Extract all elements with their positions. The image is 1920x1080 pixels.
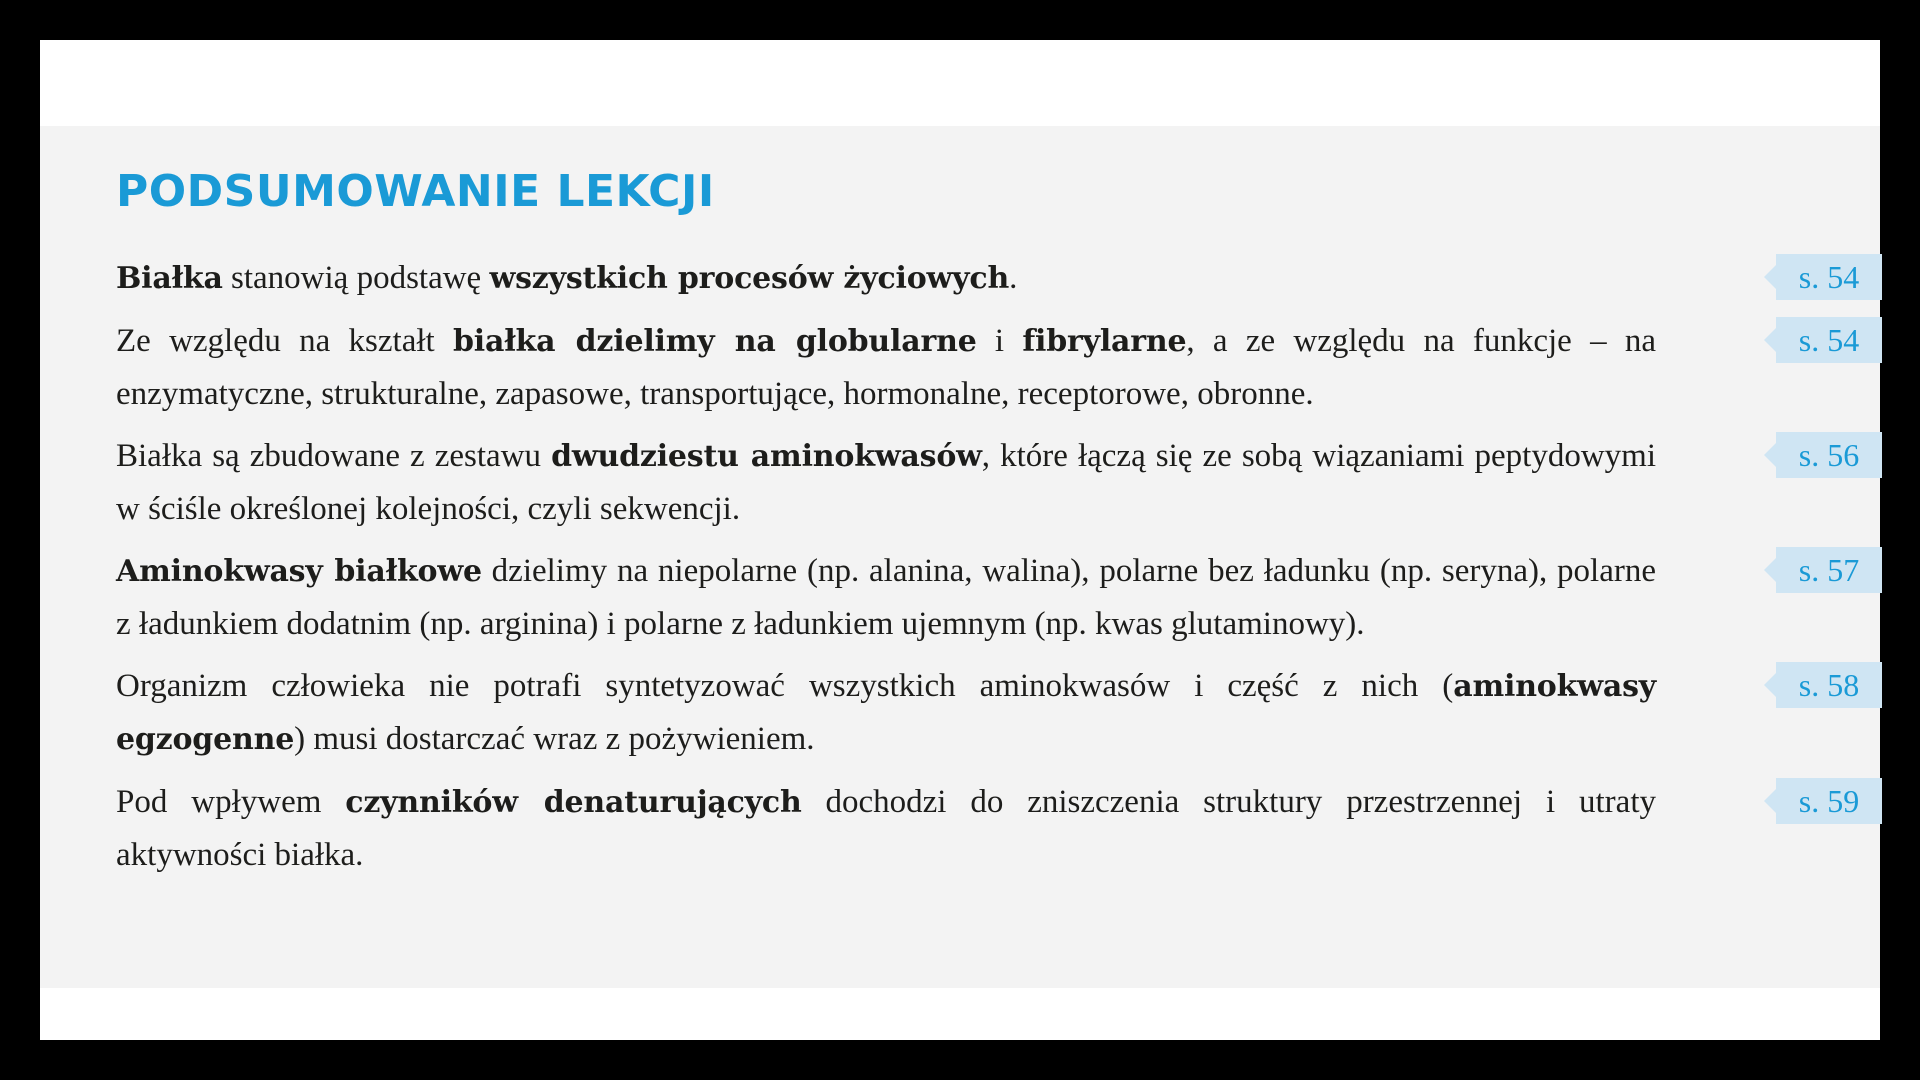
page-reference-tag[interactable]: s. 56 bbox=[1776, 432, 1882, 478]
summary-item bbox=[116, 315, 1860, 420]
page-reference-tag[interactable]: s. 59 bbox=[1776, 778, 1882, 824]
summary-item bbox=[116, 252, 1860, 305]
text-segment: Ze względu na kształt bbox=[116, 323, 453, 359]
text-segment: , a ze względu na funkcje – na enzymatyczne, strukturalne, zapasowe, transportujące, hormonalne, receptorowe, obronne. bbox=[116, 323, 1657, 412]
text-segment: ) musi dostarczać wraz z pożywieniem. bbox=[294, 721, 815, 757]
page-reference-tag[interactable]: s. 54 bbox=[1776, 317, 1882, 363]
text-segment: Pod wpływem bbox=[116, 784, 346, 820]
bold-term: białka dzielimy na globularne bbox=[452, 324, 977, 359]
summary-item-text bbox=[116, 784, 1656, 873]
summary-item bbox=[116, 776, 1860, 881]
text-segment: , które łączą się ze sobą wiązaniami peptydowymi w ściśle określonej kolejności, czyli sekwencji. bbox=[116, 438, 1656, 527]
text-segment: dochodzi do zniszczenia struktury przestrzennej i utraty aktywności białka. bbox=[116, 784, 1656, 873]
summary-item-text bbox=[116, 553, 1656, 642]
text-segment: Organizm człowieka nie potrafi syntetyzować wszystkich aminokwasów i część z nich ( bbox=[116, 668, 1454, 704]
summary-title: PODSUMOWANIE LEKCJI bbox=[116, 166, 715, 217]
bold-term: dwudziestu aminokwasów bbox=[551, 439, 982, 474]
summary-item bbox=[116, 660, 1860, 766]
summary-item bbox=[116, 430, 1860, 535]
page-reference-tag[interactable]: s. 54 bbox=[1776, 254, 1882, 300]
text-segment: . bbox=[1009, 260, 1018, 296]
page-reference-tag[interactable]: s. 58 bbox=[1776, 662, 1882, 708]
bold-term: Białka bbox=[116, 261, 223, 296]
bold-term: fibrylarne bbox=[1022, 324, 1187, 359]
bold-term: czynników denaturujących bbox=[345, 785, 802, 820]
summary-item-text bbox=[116, 260, 1017, 296]
bold-term: Aminokwasy białkowe bbox=[116, 554, 482, 589]
summary-list bbox=[116, 252, 1860, 891]
slide bbox=[40, 40, 1880, 1040]
summary-item-text bbox=[116, 438, 1656, 527]
page-reference-tag[interactable]: s. 57 bbox=[1776, 547, 1882, 593]
text-segment: dzielimy na niepolarne (np. alanina, walina), polarne bez ładunku (np. seryna), polarne z ładunkiem dodatnim (np. arginina) i polarne z ładunkiem ujemnym (np. kwas glutaminowy). bbox=[116, 553, 1656, 642]
text-segment: stanowią podstawę bbox=[222, 260, 490, 296]
summary-panel bbox=[40, 126, 1880, 988]
bold-term: aminokwasy egzogenne bbox=[116, 669, 1656, 757]
summary-item-text bbox=[116, 323, 1656, 412]
summary-item-text bbox=[116, 668, 1656, 757]
text-segment: i bbox=[976, 323, 1023, 359]
bold-term: wszystkich procesów życiowych bbox=[489, 261, 1010, 296]
text-segment: Białka są zbudowane z zestawu bbox=[116, 438, 552, 474]
summary-item bbox=[116, 545, 1860, 650]
